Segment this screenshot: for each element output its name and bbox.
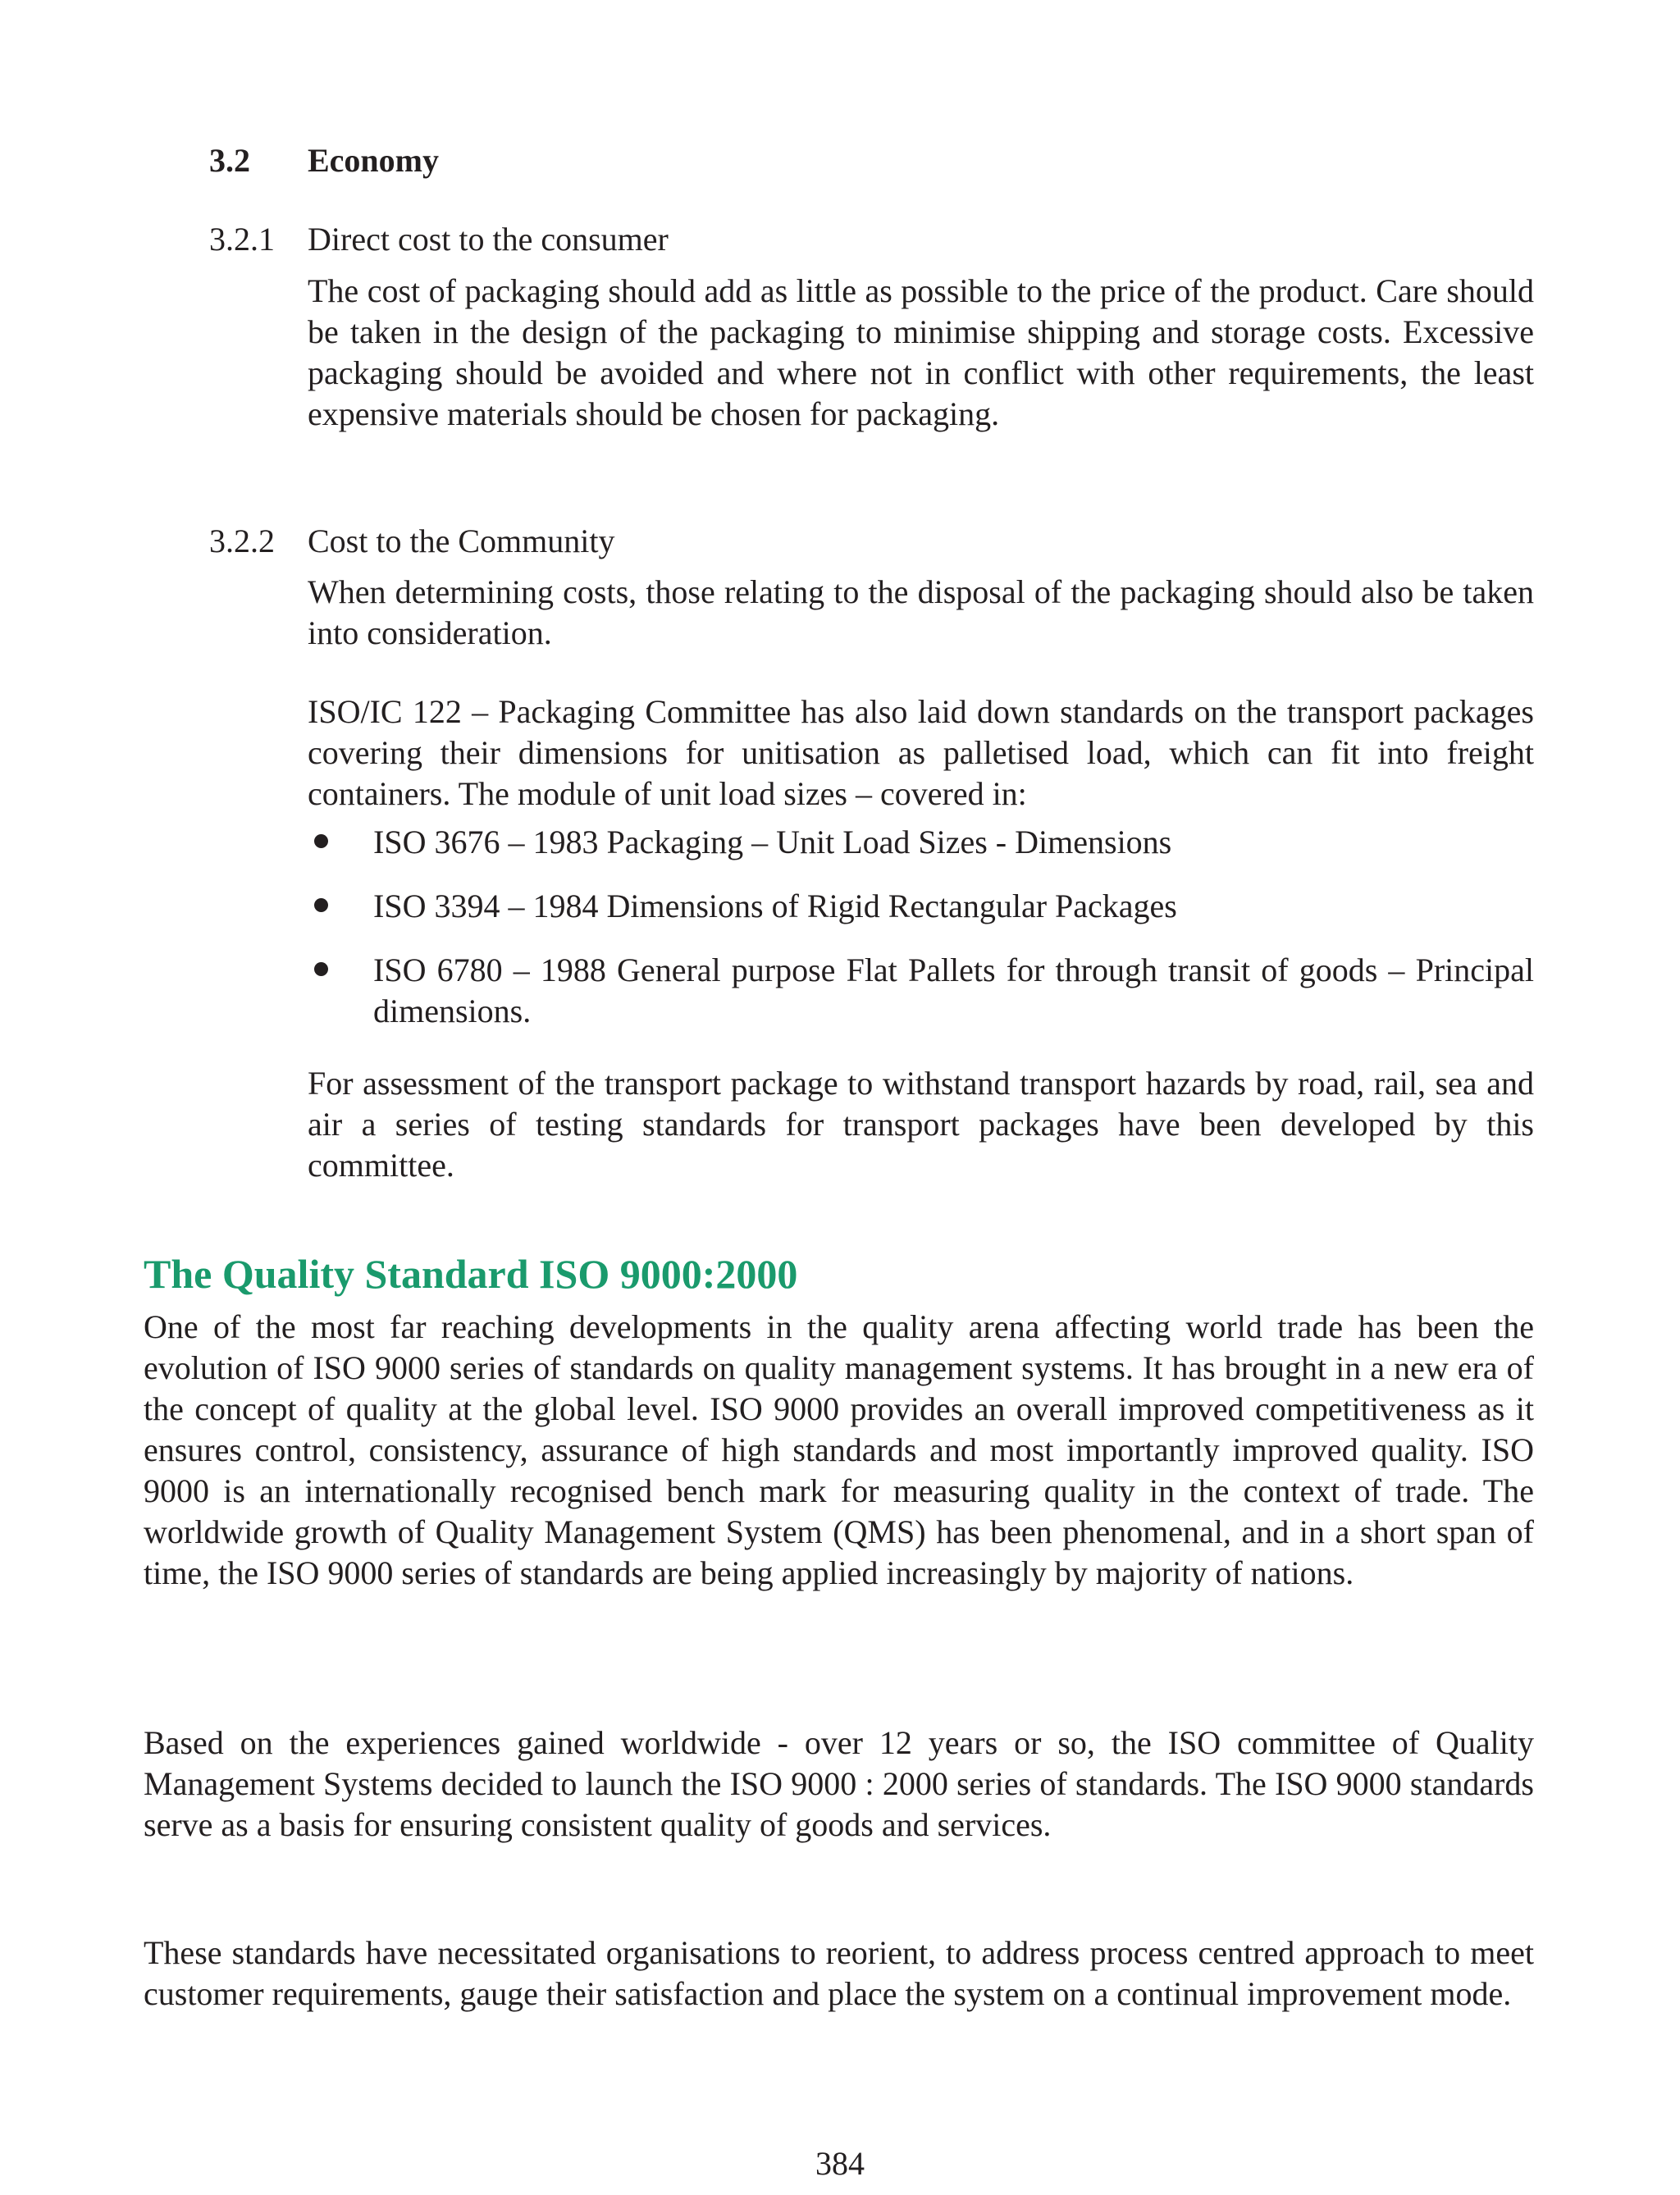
section-heading: The Quality Standard ISO 9000:2000 xyxy=(144,1251,798,1297)
list-item-text: ISO 3394 – 1984 Dimensions of Rigid Rectangular Packages xyxy=(373,888,1177,924)
assessment-paragraph: For assessment of the transport package to withstand transport hazards by road, rail, sea and air a series of testing standards for transport packages have been developed by this committee. xyxy=(308,1065,1534,1184)
bullet-icon xyxy=(314,962,328,976)
subsection-title-2: Cost to the Community xyxy=(308,523,615,559)
list-item xyxy=(308,950,1534,1032)
list-item xyxy=(308,822,1534,863)
list-item-text: ISO 3676 – 1983 Packaging – Unit Load Sizes - Dimensions xyxy=(373,824,1172,860)
community-cost-paragraph: When determining costs, those relating to the disposal of the packaging should also be taken into consideration. xyxy=(308,573,1534,651)
page-number: 384 xyxy=(815,2145,865,2182)
quality-paragraph-1: One of the most far reaching developments in the quality arena affecting world trade has been the evolution of ISO 9000 series of standards on quality management systems. It has brought in a new era of the concept of quality at the global level. ISO 9000 provides an overall improved competitiveness as it ensures control, consistency, assurance of high standards and most importantly improved quality. ISO 9000 is an internationally recognised bench mark for measuring quality in the context of trade. The worldwide growth of Quality Management System (QMS) has been phenomenal, and in a short span of time, the ISO 9000 series of standards are being applied increasingly by majority of nations. xyxy=(144,1308,1534,1591)
list-item-text: ISO 6780 – 1988 General purpose Flat Pallets for through transit of goods – Principal dimensions. xyxy=(373,951,1534,1029)
bullet-icon xyxy=(314,898,328,912)
bullet-icon xyxy=(314,834,328,848)
subsection-number-1: 3.2.1 xyxy=(209,221,275,258)
iso-committee-paragraph: ISO/IC 122 – Packaging Committee has also laid down standards on the transport packages covering their dimensions for unitisation as palletised load, which can fit into freight containers. The module of unit load sizes – covered in: xyxy=(308,693,1534,812)
section-number: 3.2 xyxy=(209,142,250,179)
quality-paragraph-3: These standards have necessitated organisations to reorient, to address process centred approach to meet customer requirements, gauge their satisfaction and place the system on a continual improvement mode. xyxy=(144,1934,1534,2012)
list-item xyxy=(308,886,1534,927)
section-title: Economy xyxy=(308,142,439,179)
standards-list xyxy=(308,822,1534,1055)
direct-cost-paragraph: The cost of packaging should add as little as possible to the price of the product. Care should be taken in the design of the packaging to minimise shipping and storage costs. Excessive packaging should be avoided and where not in conflict with other requirements, the least expensive materials should be chosen for packaging. xyxy=(308,272,1534,432)
subsection-number-2: 3.2.2 xyxy=(209,523,275,559)
subsection-title-1: Direct cost to the consumer xyxy=(308,221,669,258)
quality-paragraph-2: Based on the experiences gained worldwide - over 12 years or so, the ISO committee of Quality Management Systems decided to launch the ISO 9000 : 2000 series of standards. The ISO 9000 standards serve as a basis for ensuring consistent quality of goods and services. xyxy=(144,1724,1534,1843)
